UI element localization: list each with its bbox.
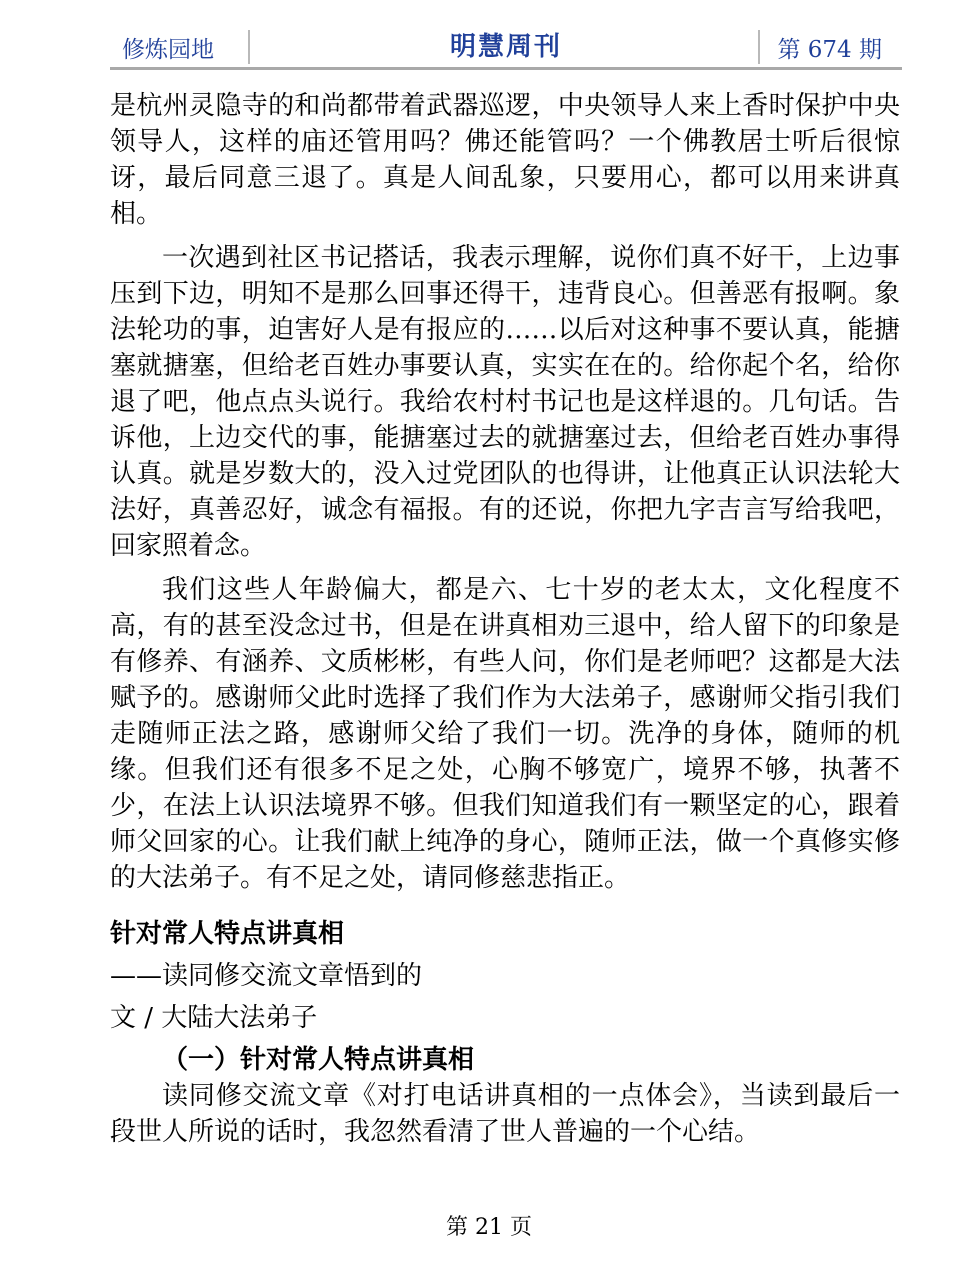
paragraph: 读同修交流文章《对打电话讲真相的一点体会》，当读到最后一段世人所说的话时，我忽然看清了世人普遍的一个心结。 xyxy=(110,1081,900,1147)
header-divider xyxy=(758,30,760,64)
paragraph: 一次遇到社区书记搭话，我表示理解，说你们真不好干，上边事压到下边，明知不是那么回事还得干，违背良心。但善恶有报啊。象法轮功的事，迫害好人是有报应的……以后对这种事不要认真，能搪塞就搪塞，但给老百姓办事要认真，实实在在的。给你起个名，给你退了吧，他点点头说行。我给农村村书记也是这样退的。几句话。告诉他，上边交代的事，能搪塞过去的就搪塞过去，但给老百姓办事得认真。就是岁数大的，没入过党团队的也得讲，让他真正认识法轮大法好，真善忍好，诚念有福报。有的还说，你把九字吉言写给我吧，回家照着念。 xyxy=(110,243,900,561)
section-label: 修炼园地 xyxy=(122,37,214,63)
paragraph: 是杭州灵隐寺的和尚都带着武器巡逻，中央领导人来上香时保护中央领导人，这样的庙还管用吗？佛还能管吗？一个佛教居士听后很惊讶，最后同意三退了。真是人间乱象，只要用心，都可以用来讲真相。 xyxy=(110,91,900,229)
page-body xyxy=(110,88,900,1150)
paragraph: 我们这些人年龄偏大，都是六、七十岁的老太太，文化程度不高，有的甚至没念过书，但是在讲真相劝三退中，给人留下的印象是有修养、有涵养、文质彬彬，有些人问，你们是老师吧？这都是大法赋予的。感谢师父此时选择了我们作为大法弟子，感谢师父指引我们走随师正法之路，感谢师父给了我们一切。洗净的身体，随师的机缘。但我们还有很多不足之处，心胸不够宽广，境界不够，执著不少，在法上认识法境界不够。但我们知道我们有一颗坚定的心，跟着师父回家的心。让我们献上纯净的身心，随师正法，做一个真修实修的大法弟子。有不足之处，请同修慈悲指正。 xyxy=(110,575,900,893)
page-header xyxy=(110,26,902,68)
section-heading: （一）针对常人特点讲真相 xyxy=(162,1045,475,1075)
publication-title: 明慧周刊 xyxy=(449,32,562,62)
issue-number: 第 674 期 xyxy=(777,37,882,63)
header-rule xyxy=(110,67,902,70)
article-subtitle: ——读同修交流文章悟到的 xyxy=(110,961,423,991)
page-number: 第 21 页 xyxy=(446,1215,532,1240)
article-author: 文 / 大陆大法弟子 xyxy=(110,1003,318,1033)
article-title: 针对常人特点讲真相 xyxy=(110,919,345,949)
